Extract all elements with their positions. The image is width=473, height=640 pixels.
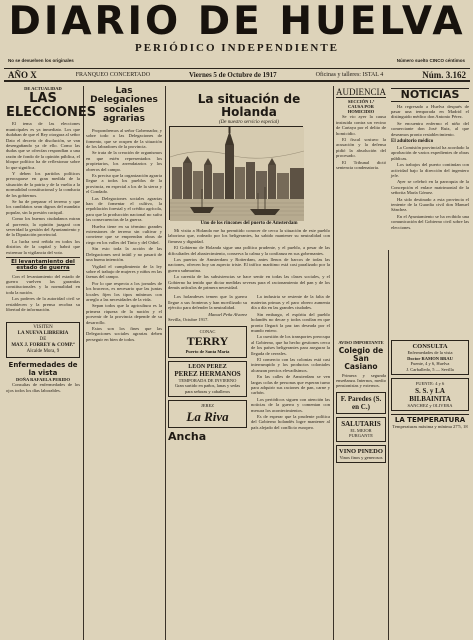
ad-leon-perez (168, 361, 247, 398)
article-body: La Comisión provincial ha acordado la aprobación de varios expedientes de obras públicas. Los trabajos del puerto continúan con actividad bajo la dirección del ingeniero jefe. Ayer se celebró en la parroquia de la Concepción el enlace matrimonial de la señorita María Gómez. Ha sido destinado a esta provincia el teniente de la Guardia civil don Manuel Sánchez. En el Ayuntamiento se ha recibido una comunicación del Gobierno civil sobre las elecciones. (391, 144, 469, 230)
ad-title: S. S. y LA BILBAINITA (409, 386, 451, 403)
ad-terry (168, 326, 247, 358)
ad-line: SANCHEZ y OLIVERA (407, 402, 453, 408)
ad-la-riva (168, 400, 247, 428)
ad-title: La Riva (186, 408, 229, 424)
ad-title: PEREZ HERMANOS (174, 369, 241, 378)
column-rule (83, 86, 84, 640)
headline-vista: Enfermedades de la vista (8, 361, 78, 377)
headline-holanda: La situación de Holanda (197, 92, 301, 119)
ad-line: JEREZ (201, 403, 214, 409)
ad-title: F. Paredes (S. en C.) (340, 394, 382, 411)
ad-line: MAX J. FORREY & COMP.ª (11, 343, 75, 349)
masthead-right-note: Número suelto CINCO céntimos (396, 58, 465, 63)
headline-elecciones: LAS ELECCIONES (6, 91, 97, 120)
ad-line: Gran surtido en paños, lanas y sedas para señoras y caballeros (174, 383, 241, 394)
lower-ads-right (391, 340, 469, 466)
ad-line: DE (39, 337, 47, 343)
ad-ancha: Ancha (168, 429, 207, 443)
ad-line: CONAC (199, 328, 216, 334)
franqueo-label: FRANQUEO CONCERTADO (75, 71, 151, 78)
lower-ads-left (336, 340, 386, 466)
newspaper-subtitle: PERIÓDICO INDEPENDIENTE (135, 42, 339, 54)
noticia-title: El aduitorio médico (391, 138, 434, 144)
issue-date: Viernes 5 de Octubre de 1917 (189, 70, 277, 79)
ad-bilbainita (391, 378, 469, 411)
ad-line: Puerto de Santa María (185, 349, 230, 355)
ad-line: Fuente, 4 y 6, Huelva (410, 361, 450, 366)
amsterdam-harbour-illustration (169, 126, 303, 220)
ad-title: TERRY (186, 334, 229, 349)
audiencia-section: SECCIÓN 1.ª (347, 99, 375, 105)
year-label: AÑO X (8, 69, 37, 80)
info-bar (4, 68, 470, 82)
audiencia-case: CAUSA POR HOMICIDIO (347, 104, 375, 115)
column-rule (333, 86, 334, 640)
article-body: Ha regresado a Huelva después de pasar una temporada en Madrid el distinguido médico don Antonio Pérez. Se encuentra enfermo el niño del comerciante don José Ruiz, al que deseamos pronto restablecimiento. (391, 103, 469, 137)
subhead-holanda: (De nuestro servicio especial) (219, 120, 279, 126)
ad-line: EL MEJOR PURGANTE (348, 427, 373, 439)
article-body: Con el levantamiento del estado de guerra vuelven las garantías constitucionales y la normalidad en toda la nación. Los poderes de la autoridad civil se restablecen y la prensa recobra su libertad de información. (6, 273, 80, 312)
article-body: Mi visita a Holanda me ha permitido conocer de cerca la situación de este pueblo laborioso que, rodeado por los beligerantes, ha sabido mantener su neutralidad con firmeza y dignidad. El Gobierno de Holanda sigue una política prudente, y el pueblo, a pesar de las dificultades del abastecimiento, conserva la calma y la confianza en sus gobernantes. Los puertos de Amsterdam y Rotterdam, antes llenos de barcos de todas las naciones, ofrecen hoy un aspecto triste. El tráfico marítimo está casi paralizado por la guerra submarina. La carestía de las subsistencias se hace sentir en todas las clases sociales, y el Gobierno ha tenido que dictar medidas severas para el racionamiento del pan y de los demás artículos de primera necesidad. (168, 228, 330, 291)
article-body: La industria se resiente de la falta de materias primas y el paro obrero aumenta día a día en las grandes ciudades. Sin embargo, el espíritu del pueblo holandés no decae y todos confían en que pronto llegará la paz tan deseada por el mundo entero. La cuestión de los transportes preocupa al Gobierno, que ha hecho gestiones cerca de los países beligerantes para asegurar la llegada de cereales. El comercio con las colonias está casi interrumpido y los productos coloniales alcanzan precios elevadísimos. En las calles de Amsterdam se ven largas colas de personas que esperan turno para adquirir sus raciones de pan, carne y carbón. Los periódicos siguen con atención las noticias de la guerra y comentan con mesura los acontecimientos. Es de esperar que la prudente política del Gobierno holandés logre mantener al país alejado del conflicto europeo. (251, 294, 330, 430)
ad-line: Doctor RAMON BRAU (407, 355, 453, 361)
article-body: El tema de las elecciones municipales es ya inmediato. Los que dudaban de que el Rey otorgara al señor Dato el decreto de disolución, se van desengañando ya de ello. Como las dudas que se ofrecían respondían a una razón de fondo de la opinión pública, el bloque político ha de reflexionar sobre lo que significa. Y deben los partidos políticos preocuparse en gran medida de la situación de la patria y de la vuelta a la normalidad constitucional y la conducta de los gobiernos. Se ha de preparar el terreno y que los candidatos sean dignos del mandato popular, sin la presión caciquil. Como los buenos ciudadanos miran al porvenir, la opinión juzgará con severidad la gestión del Ayuntamiento y de la Diputación provincial. La lucha será reñida en todos los distritos de la capital y habrá que extremar la vigilancia del voto. (6, 121, 80, 255)
ad-fabrica (336, 392, 386, 414)
illustration-caption: Uno de los rincones del puerto de Amsterdam (200, 221, 298, 226)
article-body: Los holandeses temen que la guerra llegue a sus fronteras y han movilizado su ejército para defender la neutralidad. (168, 294, 247, 311)
ad-line: FUENTE: 4 y 6 (415, 381, 445, 386)
kicker: DE ACTUALIDAD (24, 86, 62, 91)
article-body: Propondremos al señor Gobernador, y sobre todo a las Delegaciones de fomento, que se ocupen de la situación de los labradores de la provincia. Se trata de la creación de organismos en que estén representados los propietarios, los arrendatarios y los obreros del campo. Es preciso que la organización agraria llegue a todos los pueblos de la provincia, en especial a los de la sierra y el Condado. Las Delegaciones sociales agrarias han de fomentar el cultivo, la repoblación forestal y el crédito agrícola, para que la producción nacional no sufra las consecuencias de la guerra. Huelva tiene en su término grandes extensiones de terreno sin cultivar y conviene que se emprendan obras de riego en los valles del Tinto y del Odiel. Sin esto toda la acción de las Delegaciones será inútil y no pasará de una buena intención. Vigilad el cumplimiento de la ley sobre el trabajo de mujeres y niños en las faenas del campo. Por lo que respecta a los jornales de los braceros, es necesario que las juntas locales fijen los tipos mínimos con arreglo a las necesidades de la vida. Sepan todos que la agricultura es la primera riqueza de la nación y el porvenir de la provincia depende de su desarrollo. Estos son los fines que las Delegaciones sociales agrarias deben perseguir en bien de todos. (86, 127, 162, 342)
ad-consulta (391, 340, 469, 375)
ad-line: Vinos finos y generosos (339, 454, 383, 460)
lower-right-ads (336, 340, 469, 640)
masthead-left-note: No se devuelven los originales (8, 58, 74, 63)
vista-sub: DOÑA RAFAELA PERIDO (16, 377, 70, 383)
ad-line: LA NUEVA LIBRERIA (17, 331, 69, 337)
ad-line: J. Carballedo, 5 — Sevilla (406, 366, 454, 372)
holanda-left-subcolumn (168, 294, 247, 442)
newspaper-title: DIARIO DE HUELVA (8, 0, 466, 44)
ad-title: LEON PEREZ (188, 363, 227, 370)
headline-delegaciones: Las Delegaciones sociales agrarias (90, 86, 158, 125)
column-elecciones (6, 86, 97, 640)
holanda-right-subcolumn (251, 294, 330, 442)
issue-number: Núm. 3.162 (422, 69, 466, 80)
ad-line: TEMPORADA DE INVIERNO (178, 377, 237, 383)
column-rule (165, 86, 166, 640)
headline-colegio: Colegio de San Casiano (338, 346, 384, 371)
ad-title: SALUTARIS (341, 419, 381, 428)
temperature-line: Temperaturas máxima y mínima 27'5, 18 (392, 424, 468, 430)
aviso-label: AVISO IMPORTANTE (338, 340, 384, 345)
ad-line: Enfermedades de la vista (407, 350, 453, 355)
column-delegaciones (86, 86, 162, 640)
article-signature: Manuel Peña Alvarez (208, 311, 247, 317)
harbour-engraving (170, 127, 304, 221)
article-dateline: Sevilla, Octubre 1917. (168, 316, 209, 322)
ad-libreria (6, 322, 80, 358)
office-label: Oficinas y talleres: ISTAL 4 (315, 71, 384, 78)
section-estado-guerra: El levantamiento del estado de guerra (11, 259, 75, 271)
ad-title: VINO PINEDO (339, 447, 383, 455)
article-body: Consultas de enfermedades de los ojos todos los días laborables. (6, 382, 80, 393)
column-holanda-body (168, 221, 330, 640)
ad-line: Alcalde Mora, 9 (26, 349, 60, 355)
headline-noticias: NOTICIAS (391, 88, 469, 102)
article-body: Se vio ayer la causa instruida contra un vecino de Cartaya por el delito de homicidio. El fiscal sostuvo la acusación y la defensa pidió la absolución del procesado. El Tribunal dictó sentencia condenatoria. (336, 114, 386, 171)
ad-title: CONSULTA (412, 343, 448, 350)
headline-temperatura: LA TEMPERATURA (391, 414, 469, 424)
article-body: Primera y segunda enseñanza. Internos, medio pensionistas y externos. (336, 372, 387, 389)
headline-audiencia: AUDIENCIA (336, 87, 386, 97)
masthead (6, 0, 468, 54)
ad-salutaris (336, 417, 386, 442)
ad-line: VISITEN (33, 325, 53, 331)
ad-vino-pinedo (336, 445, 386, 464)
